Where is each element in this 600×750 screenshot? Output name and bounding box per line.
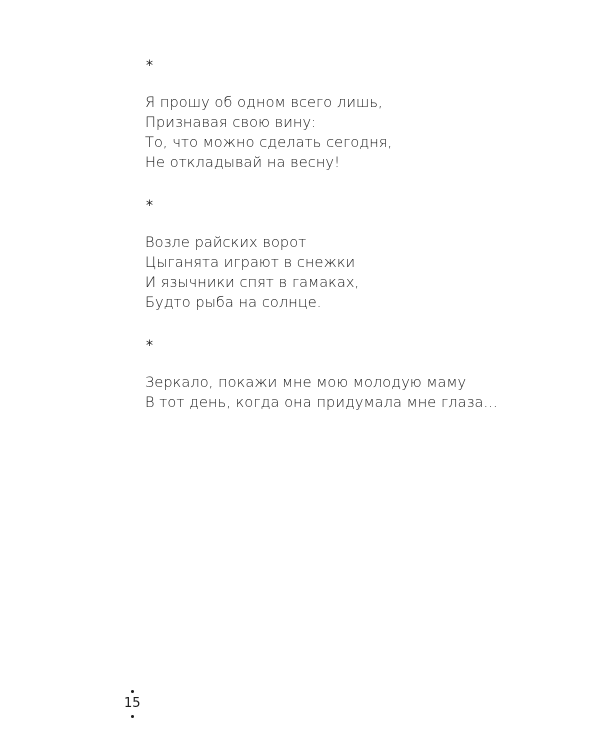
- page-number: 15: [124, 696, 141, 711]
- poem-separator: *: [146, 338, 153, 354]
- poem-line: В тот день, когда она придумала мне глаза...: [145, 395, 498, 411]
- poem-line: Цыганята играют в снежки: [145, 255, 356, 271]
- poem: [145, 197, 575, 313]
- poem-separator: *: [146, 58, 153, 74]
- poem-list: [145, 57, 575, 437]
- poem: [145, 57, 575, 173]
- poem-line: И язычники спят в гамаках,: [145, 275, 360, 291]
- poem: [145, 337, 575, 413]
- poem-line: Возле райских ворот: [145, 235, 307, 251]
- poem-separator: *: [146, 198, 153, 214]
- poem-line: Признавая свою вину:: [145, 115, 317, 131]
- poem-line: Не откладывай на весну!: [145, 155, 341, 171]
- folio-dot-top: [131, 690, 134, 693]
- poem-line: Я прошу об одном всего лишь,: [145, 95, 383, 111]
- poem-line: Будто рыба на солнце.: [145, 295, 322, 311]
- page-folio: [124, 690, 140, 718]
- poem-line: Зеркало, покажи мне мою молодую маму: [145, 375, 467, 391]
- poem-line: То, что можно сделать сегодня,: [145, 135, 393, 151]
- folio-dot-bottom: [131, 715, 134, 718]
